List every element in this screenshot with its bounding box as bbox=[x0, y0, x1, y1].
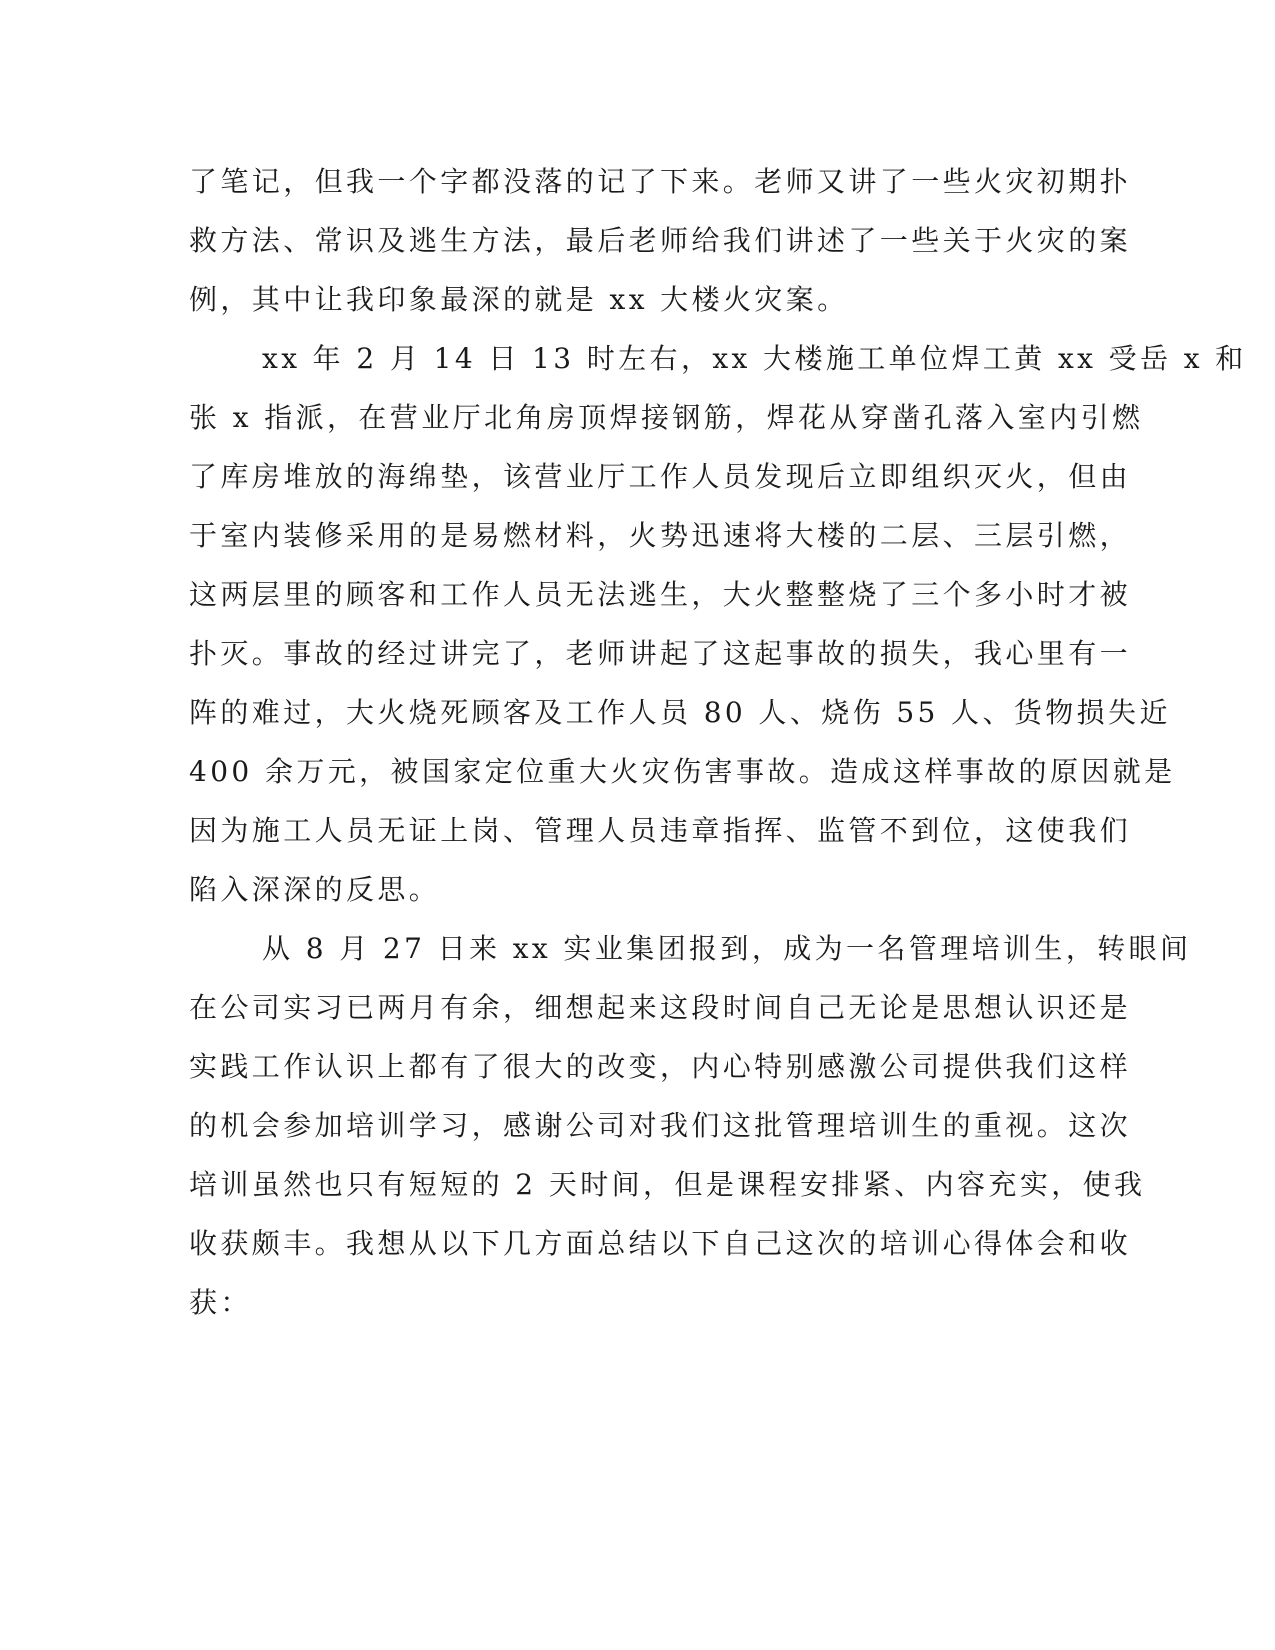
paragraph-2-line-7: 阵的难过，大火烧死顾客及工作人员 80 人、烧伤 55 人、货物损失近 bbox=[189, 696, 1171, 729]
paragraph-1-line-2: 救方法、常识及逃生方法，最后老师给我们讲述了一些关于火灾的案 bbox=[189, 224, 1132, 257]
paragraph-2-line-4: 于室内装修采用的是易燃材料，火势迅速将大楼的二层、三层引燃， bbox=[189, 519, 1132, 552]
paragraph-3-line-2: 在公司实习已两月有余，细想起来这段时间自己无论是思想认识还是 bbox=[189, 991, 1132, 1024]
paragraph-1-line-3: 例，其中让我印象最深的就是 xx 大楼火灾案。 bbox=[189, 283, 849, 316]
paragraph-3-line-6: 收获颇丰。我想从以下几方面总结以下自己这次的培训心得体会和收 bbox=[189, 1227, 1132, 1260]
paragraph-2-line-1: xx 年 2 月 14 日 13 时左右，xx 大楼施工单位焊工黄 xx 受岳 x 和 bbox=[262, 342, 1247, 375]
paragraph-3-line-4: 的机会参加培训学习，感谢公司对我们这批管理培训生的重视。这次 bbox=[189, 1109, 1132, 1142]
paragraph-3-line-5: 培训虽然也只有短短的 2 天时间，但是课程安排紧、内容充实，使我 bbox=[189, 1168, 1146, 1201]
paragraph-2-line-10: 陷入深深的反思。 bbox=[189, 873, 441, 906]
paragraph-3-line-3: 实践工作认识上都有了很大的改变，内心特别感激公司提供我们这样 bbox=[189, 1050, 1132, 1083]
paragraph-2-line-3: 了库房堆放的海绵垫，该营业厅工作人员发现后立即组织灭火，但由 bbox=[189, 460, 1132, 493]
paragraph-2-line-8: 400 余万元，被国家定位重大火灾伤害事故。造成这样事故的原因就是 bbox=[189, 755, 1176, 788]
paragraph-3-line-7: 获： bbox=[189, 1286, 252, 1319]
paragraph-1-line-1: 了笔记，但我一个字都没落的记了下来。老师又讲了一些火灾初期扑 bbox=[189, 165, 1132, 198]
paragraph-2-line-2: 张 x 指派，在营业厅北角房顶焊接钢筋，焊花从穿凿孔落入室内引燃 bbox=[189, 401, 1144, 434]
paragraph-2-line-6: 扑灭。事故的经过讲完了，老师讲起了这起事故的损失，我心里有一 bbox=[189, 637, 1132, 670]
paragraph-2-line-9: 因为施工人员无证上岗、管理人员违章指挥、监管不到位，这使我们 bbox=[189, 814, 1132, 847]
paragraph-2-line-5: 这两层里的顾客和工作人员无法逃生，大火整整烧了三个多小时才被 bbox=[189, 578, 1132, 611]
paragraph-3-line-1: 从 8 月 27 日来 xx 实业集团报到，成为一名管理培训生，转眼间 bbox=[262, 932, 1192, 965]
